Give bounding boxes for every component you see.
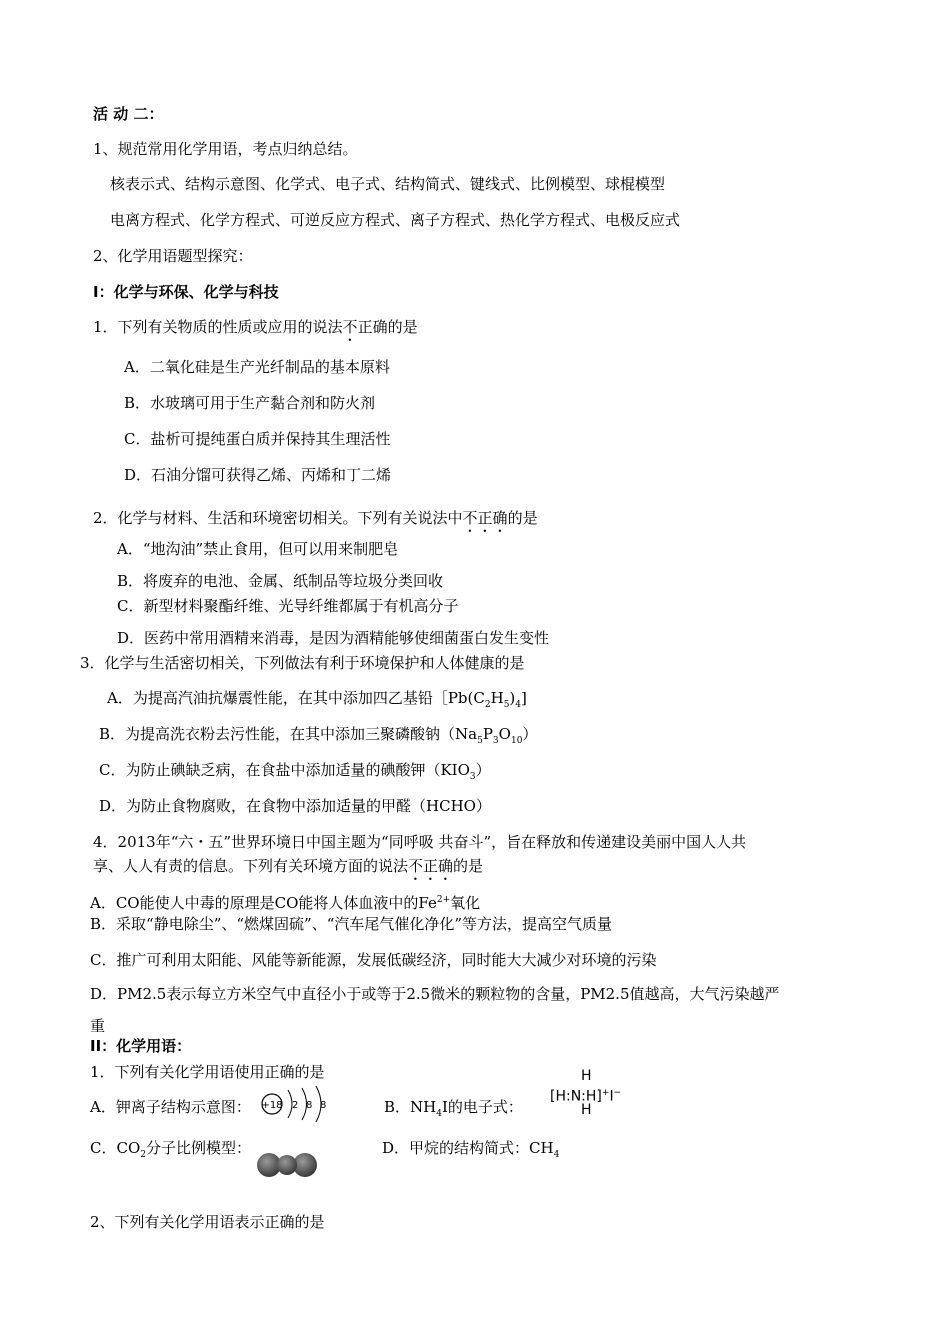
p2q1-c-sub: 2 xyxy=(140,1150,146,1160)
q1-stem-emphasis: 不 xyxy=(342,318,358,336)
q2-option-c: C．新型材料聚酯纤维、光导纤维都属于有机高分子 xyxy=(117,597,459,615)
q3-b-text: B．为提高洗衣粉去污性能，在其中添加三聚磷酸钠（Na xyxy=(99,725,478,743)
q4-option-d-line1: D．PM2.5表示每立方米空气中直径小于或等于2.5微米的颗粒物的含量，PM2.5值越高，大气污染越严 xyxy=(90,985,780,1003)
p2q1-option-b xyxy=(384,1097,523,1124)
q1-stem xyxy=(93,317,418,345)
q3-a-sub2: 5 xyxy=(503,700,510,710)
co2-space-filling-model xyxy=(256,1150,318,1180)
q3-option-c xyxy=(99,760,491,787)
p2q1-option-d xyxy=(382,1138,559,1165)
shell-3-count: 8 xyxy=(320,1100,327,1111)
q4-option-d-line2: 重 xyxy=(90,1017,106,1035)
q1-option-a: A．二氧化硅是生产光纤制品的基本原料 xyxy=(124,358,390,376)
q3-b-mid2: O xyxy=(498,725,511,743)
p2q1-option-a: A．钾离子结构示意图： xyxy=(90,1098,251,1116)
potassium-ion-structure-diagram xyxy=(254,1082,346,1126)
q2-option-a: A．“地沟油”禁止食用，但可以用来制肥皂 xyxy=(117,540,399,558)
q3-a-sub1: 2 xyxy=(484,700,491,710)
section1-heading: 1、规范常用化学用语，考点归纳总结。 xyxy=(93,140,358,158)
q4-stem2-pre: 享、人人有责的信息。下列有关环境方面的说法 xyxy=(93,857,409,875)
q4-a-text: A．CO能使人中毒的原理是CO能将人体血液中的Fe xyxy=(90,894,437,912)
q4-stem-line2 xyxy=(93,856,483,884)
q3-option-a xyxy=(107,688,527,715)
formula-top-h: H xyxy=(581,1068,592,1084)
q3-b-sub1: 5 xyxy=(477,736,483,746)
q3-b-sub2: 3 xyxy=(492,736,499,746)
q4-option-a xyxy=(90,890,480,913)
p2q1-c-post: 分子比例模型： xyxy=(146,1139,252,1157)
p2q1-b-text: B．NH xyxy=(384,1098,437,1116)
q3-option-b xyxy=(99,724,537,751)
q4-option-c: C．推广可利用太阳能、风能等新能源，发展低碳经济，同时能大大减少对环境的污染 xyxy=(90,951,657,969)
q3-a-text: A．为提高汽油抗爆震性能，在其中添加四乙基铅［Pb(C xyxy=(107,689,485,707)
shell-2-count: 8 xyxy=(306,1100,313,1111)
q2-stem-pre: 2．化学与材料、生活和环境密切相关。下列有关说法中 xyxy=(93,509,463,527)
q2-option-d: D．医药中常用酒精来消毒，是因为酒精能够使细菌蛋白发生变性 xyxy=(117,629,550,647)
part1-title: I：化学与环保、化学与科技 xyxy=(93,283,279,301)
nucleus-charge: +18 xyxy=(261,1100,283,1111)
q3-a-end: ] xyxy=(521,689,527,707)
q1-stem-pre: 1．下列有关物质的性质或应用的说法 xyxy=(93,318,343,336)
q3-c-sub1: 3 xyxy=(469,772,476,782)
formula-minus: − xyxy=(613,1088,622,1098)
q2-stem-post: 的是 xyxy=(507,509,538,527)
q2-stem-emphasis: 不正确 xyxy=(462,509,508,527)
section1-line1: 核表示式、结构示意图、化学式、电子式、结构简式、键线式、比例模型、球棍模型 xyxy=(110,175,666,193)
q1-option-c: C．盐析可提纯蛋白质并保持其生理活性 xyxy=(124,430,391,448)
activity-title: 活 动 二： xyxy=(93,105,164,123)
q2-option-b: B．将废弃的电池、金属、纸制品等垃圾分类回收 xyxy=(117,572,444,590)
q3-c-end: ） xyxy=(475,761,491,779)
p2q1-c-text: C．CO xyxy=(90,1139,141,1157)
formula-ammonium: [H:N:H] xyxy=(550,1088,602,1105)
q1-option-d: D．石油分馏可获得乙烯、丙烯和丁二烯 xyxy=(124,466,392,484)
q3-c-text: C．为防止碘缺乏病，在食盐中添加适量的碘酸钾（KIO xyxy=(99,761,470,779)
formula-bottom-h: H xyxy=(581,1102,592,1118)
q3-a-mid2: ) xyxy=(509,689,516,707)
q3-a-sub3: 4 xyxy=(515,700,522,710)
section2-heading: 2、化学用语题型探究： xyxy=(93,247,253,265)
q4-stem2-emphasis: 不正确 xyxy=(408,857,454,875)
formula-iodide: I xyxy=(609,1088,614,1105)
p2q1-b-sub: 4 xyxy=(436,1109,442,1119)
q3-b-end: ） xyxy=(522,725,538,743)
p2q1-d-text: D．甲烷的结构简式：CH xyxy=(382,1139,554,1157)
p2q1-b-post: I的电子式： xyxy=(441,1098,523,1116)
q1-stem-post: 正确的是 xyxy=(357,318,418,336)
formula-plus: + xyxy=(601,1088,610,1098)
q4-stem2-post: 的是 xyxy=(453,857,484,875)
q3-stem: 3．化学与生活密切相关，下列做法有利于环境保护和人体健康的是 xyxy=(80,654,525,672)
p2q1-d-sub: 4 xyxy=(553,1150,560,1160)
q2-stem xyxy=(93,508,538,536)
q4-stem-line1: 4．2013年“六・五”世界环境日中国主题为“同呼吸 共奋斗”，旨在释放和传递建设美丽中国人人共 xyxy=(93,833,747,851)
section1-line2: 电离方程式、化学方程式、可逆反应方程式、离子方程式、热化学方程式、电极反应式 xyxy=(110,211,681,229)
q4-a-post: 氧化 xyxy=(450,894,481,912)
q3-b-mid1: P xyxy=(482,725,493,743)
q3-a-mid1: H xyxy=(490,689,504,707)
shell-1-count: 2 xyxy=(292,1100,299,1111)
nh4i-electron-formula xyxy=(550,1068,630,1126)
p2q1-stem: 1．下列有关化学用语使用正确的是 xyxy=(90,1063,325,1081)
q4-a-sup: 2+ xyxy=(436,895,451,905)
part2-title: II：化学用语： xyxy=(90,1037,192,1055)
q1-option-b: B．水玻璃可用于生产黏合剂和防火剂 xyxy=(124,394,376,412)
p2q1-option-c xyxy=(90,1138,251,1165)
q3-b-sub3: 10 xyxy=(510,736,523,746)
p2q2-stem: 2、下列有关化学用语表示正确的是 xyxy=(90,1213,325,1231)
q4-option-b: B．采取“静电除尘”、“燃煤固硫”、“汽车尾气催化净化”等方法，提高空气质量 xyxy=(90,915,613,933)
q3-option-d: D．为防止食物腐败，在食物中添加适量的甲醛（HCHO） xyxy=(99,797,491,815)
